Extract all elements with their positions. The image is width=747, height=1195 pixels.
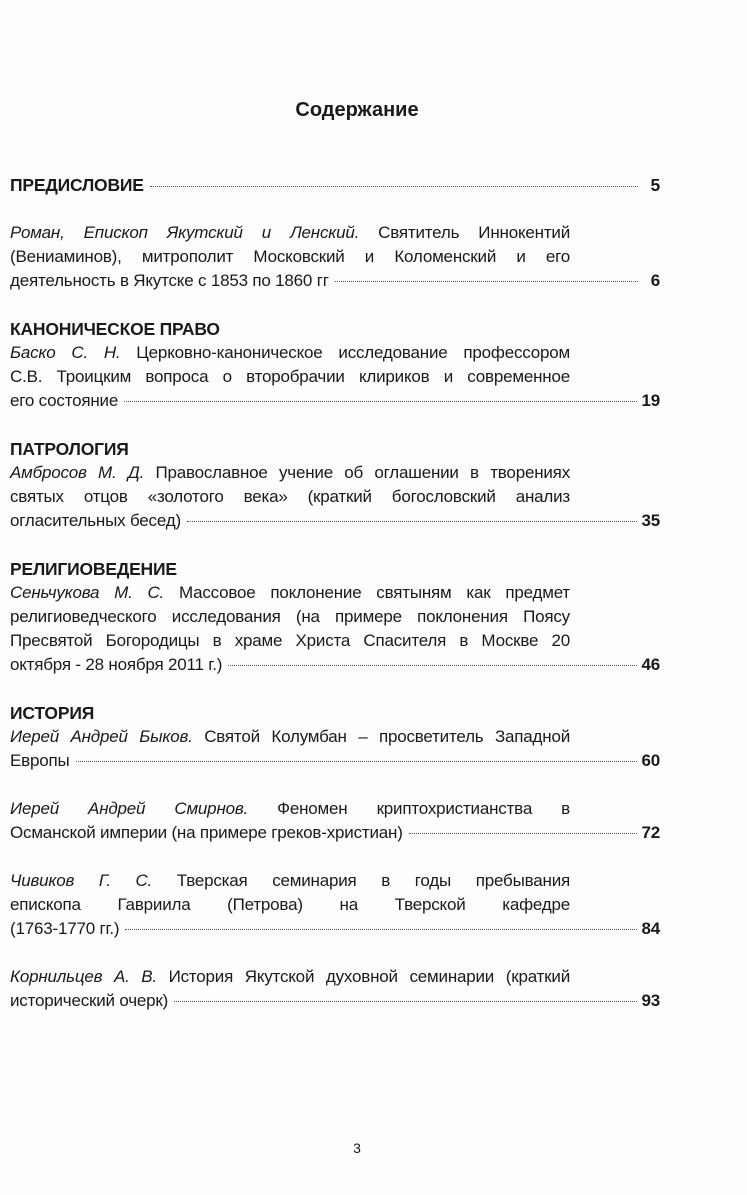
entry-text: Святой Колумбан – просветитель Западной	[192, 727, 570, 746]
section-heading-label: ПРЕДИСЛОВИЕ	[10, 175, 144, 195]
page-ref: 84	[641, 919, 660, 938]
entry-author: Амбросов М. Д.	[10, 463, 145, 482]
entry-last-line	[10, 509, 660, 533]
entry-text: религиоведческого исследования (на примере поклонения Поясу	[10, 607, 570, 626]
toc-entry	[10, 581, 660, 677]
toc-entry	[10, 965, 660, 1013]
dot-leader	[125, 929, 637, 930]
entry-line-text	[10, 821, 403, 845]
toc-entry	[10, 341, 660, 413]
toc-section	[10, 173, 660, 197]
entry-line	[10, 797, 570, 821]
entry-line	[10, 869, 570, 893]
entry-text: деятельность в Якутске с 1853 по 1860 гг	[10, 271, 329, 290]
entry-line	[10, 725, 570, 749]
section-heading: ПАТРОЛОГИЯ	[10, 439, 129, 459]
page-ref: 60	[641, 751, 660, 770]
entry-text: Пресвятой Богородицы в храме Христа Спасителя в Москве 20	[10, 631, 570, 650]
dot-leader	[335, 281, 638, 282]
section-heading	[10, 173, 660, 197]
entry-last-line	[10, 917, 660, 941]
toc-section	[10, 701, 660, 1013]
dot-leader	[76, 761, 638, 762]
entry-text: (Вениаминов), митрополит Московский и Коломенский и его	[10, 247, 570, 266]
entry-author: Иерей Андрей Смирнов.	[10, 799, 249, 818]
toc-entry	[10, 869, 660, 941]
entry-line	[10, 893, 570, 917]
entry-text: С.В. Троицким вопроса о второбрачии клириков и современное	[10, 367, 570, 386]
entry-line	[10, 629, 570, 653]
entry-line-text	[10, 917, 119, 941]
entry-author: Иерей Андрей Быков.	[10, 727, 193, 746]
entry-author: Корнильцев А. В.	[10, 967, 157, 986]
entry-text: Церковно-каноническое исследование профессором	[120, 343, 570, 362]
entry-line	[10, 965, 570, 989]
table-of-contents	[10, 173, 660, 1013]
entry-text: его состояние	[10, 391, 119, 410]
page-ref: 5	[650, 175, 660, 195]
entry-line-text	[10, 269, 329, 293]
page-ref: 46	[641, 655, 660, 674]
entry-line	[10, 581, 570, 605]
toc-section	[10, 557, 660, 677]
page-number: 3	[353, 1140, 361, 1156]
dot-leader	[124, 401, 637, 402]
entry-author: Баско С. Н.	[10, 343, 121, 362]
toc-entry	[10, 221, 660, 293]
dot-leader	[228, 665, 637, 666]
entry-line	[10, 341, 570, 365]
toc-entry	[10, 461, 660, 533]
entry-text: Тверская семинария в годы пребывания	[152, 871, 570, 890]
entry-last-line	[10, 821, 660, 845]
entry-line	[10, 365, 570, 389]
page-ref: 72	[641, 823, 660, 842]
entry-text: огласительных бесед)	[10, 511, 181, 530]
toc-section	[10, 317, 660, 413]
page-ref: 6	[650, 271, 660, 290]
entry-text: Европы	[10, 751, 70, 770]
entry-text: Православное учение об оглашении в творениях	[144, 463, 570, 482]
entry-last-line	[10, 749, 660, 773]
entry-text: История Якутской духовной семинарии (краткий	[156, 967, 571, 986]
entry-line-text	[10, 509, 181, 533]
toc-entry	[10, 725, 660, 773]
entry-line-text	[10, 989, 168, 1013]
section-heading: ИСТОРИЯ	[10, 703, 95, 723]
entry-author: Чивиков Г. С.	[10, 871, 153, 890]
entry-last-line	[10, 269, 660, 293]
entry-line	[10, 221, 570, 245]
entry-last-line	[10, 389, 660, 413]
entry-line	[10, 245, 570, 269]
page-ref: 35	[641, 511, 660, 530]
dot-leader	[409, 833, 638, 834]
entry-text: Святитель Иннокентий	[359, 223, 571, 242]
toc-section	[10, 437, 660, 533]
entry-text: октября - 28 ноября 2011 г.)	[10, 655, 223, 674]
entry-text: исторический очерк)	[10, 991, 169, 1010]
entry-text: Османской империи (на примере греков-христиан)	[10, 823, 403, 842]
entry-line	[10, 461, 570, 485]
entry-line-text	[10, 653, 222, 677]
entry-text: епископа Гавриила (Петрова) на Тверской кафедре	[10, 895, 570, 914]
toc-section	[10, 221, 660, 293]
page-title: Содержание	[295, 99, 419, 121]
dot-leader	[187, 521, 638, 522]
dot-leader	[150, 186, 638, 187]
section-heading: РЕЛИГИОВЕДЕНИЕ	[10, 559, 177, 579]
entry-author: Роман, Епископ Якутский и Ленский.	[10, 223, 360, 242]
entry-text: (1763-1770 гг.)	[10, 919, 120, 938]
page-ref: 19	[641, 391, 660, 410]
entry-line	[10, 485, 570, 509]
entry-line	[10, 605, 570, 629]
entry-line-text	[10, 389, 118, 413]
entry-text: Массовое поклонение святыням как предмет	[164, 583, 570, 602]
entry-last-line	[10, 653, 660, 677]
entry-author: Сеньчукова М. С.	[10, 583, 165, 602]
entry-last-line	[10, 989, 660, 1013]
page-ref: 93	[641, 991, 660, 1010]
section-heading: КАНОНИЧЕСКОЕ ПРАВО	[10, 319, 220, 339]
entry-text: святых отцов «золотого века» (краткий богословский анализ	[10, 487, 570, 506]
entry-text: Феномен криптохристианства в	[248, 799, 570, 818]
toc-entry	[10, 797, 660, 845]
entry-line-text	[10, 749, 70, 773]
dot-leader	[174, 1001, 637, 1002]
